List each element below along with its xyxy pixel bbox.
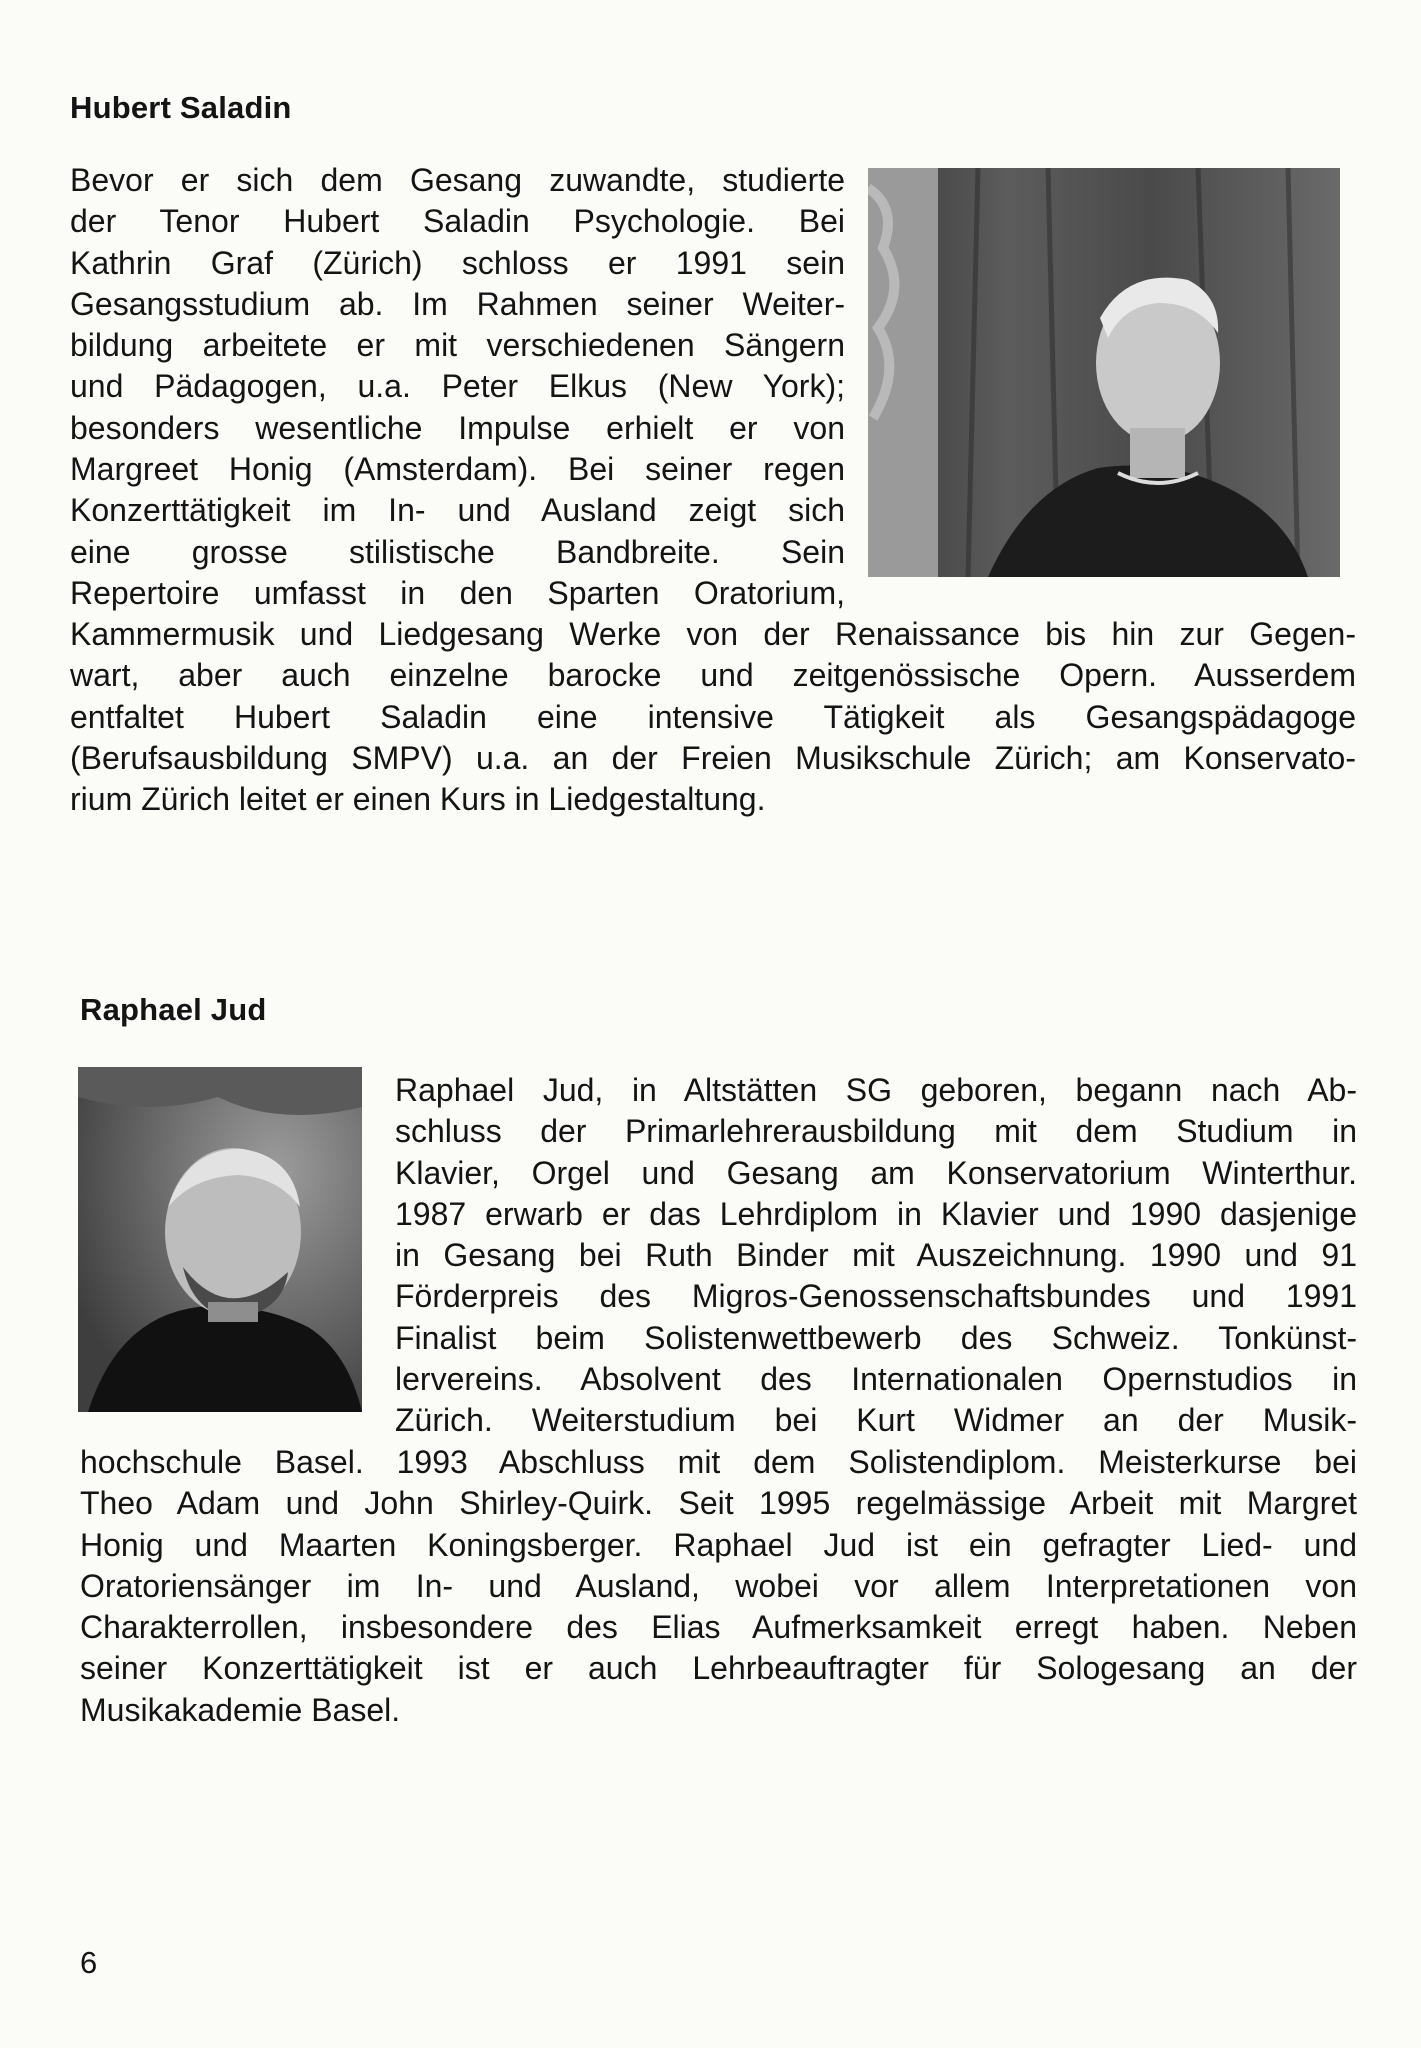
bio-line: Klavier, Orgel und Gesang am Konservatorium Winterthur.: [395, 1154, 1357, 1191]
bio-line: rium Zürich leitet er einen Kurs in Liedgestaltung.: [70, 781, 766, 818]
bio-line: Gesangsstudium ab. Im Rahmen seiner Weiter-: [70, 285, 845, 322]
bio-line: Musikakademie Basel.: [80, 1691, 401, 1728]
bio-line: Honig und Maarten Koningsberger. Raphael Jud ist ein gefragter Lied- und: [80, 1526, 1357, 1563]
bio-line: Repertoire umfasst in den Sparten Oratorium,: [70, 574, 845, 611]
bio-line: hochschule Basel. 1993 Abschluss mit dem Solistendiplom. Meisterkurse bei: [80, 1444, 1357, 1480]
bio-line: besonders wesentliche Impulse erhielt er von: [70, 409, 845, 446]
bio-line: Bevor er sich dem Gesang zuwandte, studierte: [70, 162, 845, 198]
bio-line: lervereins. Absolvent des Internationalen Opernstudios in: [395, 1361, 1357, 1398]
bio-line: Charakterrollen, insbesondere des Elias Aufmerksamkeit erregt haben. Neben: [80, 1609, 1357, 1646]
bio-text-hubert-saladin-wrapped: [70, 160, 845, 614]
bio-line: Kathrin Graf (Zürich) schloss er 1991 sein: [70, 244, 845, 281]
bio-line: der Tenor Hubert Saladin Psychologie. Bei: [70, 203, 845, 240]
bio-line: Raphael Jud, in Altstätten SG geboren, begann nach Ab-: [395, 1072, 1357, 1108]
bio-line: Oratoriensänger im In- und Ausland, wobei vor allem Interpretationen von: [80, 1567, 1357, 1604]
bio-line: 1987 erwarb er das Lehrdiplom in Klavier und 1990 dasjenige: [395, 1195, 1357, 1232]
section-heading-raphael-jud: Raphael Jud: [80, 992, 267, 1027]
portrait-photo-hubert-saladin: [868, 168, 1340, 577]
bio-line: in Gesang bei Ruth Binder mit Auszeichnung. 1990 und 91: [395, 1237, 1357, 1274]
bio-line: Kammermusik und Liedgesang Werke von der Renaissance bis hin zur Gegen-: [70, 616, 1356, 652]
portrait-photo-raphael-jud: [78, 1067, 362, 1412]
bio-line: entfaltet Hubert Saladin eine intensive Tätigkeit als Gesangspädagoge: [70, 698, 1356, 735]
bio-line: Theo Adam und John Shirley-Quirk. Seit 1995 regelmässige Arbeit mit Margret: [80, 1485, 1357, 1522]
bio-line: bildung arbeitete er mit verschiedenen Sängern: [70, 327, 845, 364]
bio-line: Finalist beim Solistenwettbewerb des Schweiz. Tonkünst-: [395, 1319, 1357, 1356]
bio-line: Förderpreis des Migros-Genossenschaftsbundes und 1991: [395, 1278, 1357, 1315]
bio-line: schluss der Primarlehrerausbildung mit dem Studium in: [395, 1113, 1357, 1150]
bio-line: Konzerttätigkeit im In- und Ausland zeigt sich: [70, 492, 845, 529]
bio-line: Margreet Honig (Amsterdam). Bei seiner regen: [70, 451, 845, 488]
bio-line: eine grosse stilistische Bandbreite. Sein: [70, 533, 845, 570]
section-heading-hubert-saladin: Hubert Saladin: [70, 90, 292, 125]
bio-line: wart, aber auch einzelne barocke und zeitgenössische Opern. Ausserdem: [70, 657, 1356, 694]
bio-line: Zürich. Weiterstudium bei Kurt Widmer an der Musik-: [395, 1402, 1357, 1439]
bio-line: (Berufsausbildung SMPV) u.a. an der Freien Musikschule Zürich; am Konservato-: [70, 739, 1356, 776]
bio-text-raphael-jud-wrapped: [395, 1070, 1357, 1442]
bio-text-raphael-jud-full: [80, 1442, 1357, 1731]
page-number: 6: [80, 1945, 98, 1980]
bio-line: seiner Konzerttätigkeit ist er auch Lehrbeauftragter für Sologesang an der: [80, 1650, 1357, 1687]
bio-line: und Pädagogen, u.a. Peter Elkus (New York);: [70, 368, 845, 405]
bio-text-hubert-saladin-full: [70, 614, 1356, 820]
